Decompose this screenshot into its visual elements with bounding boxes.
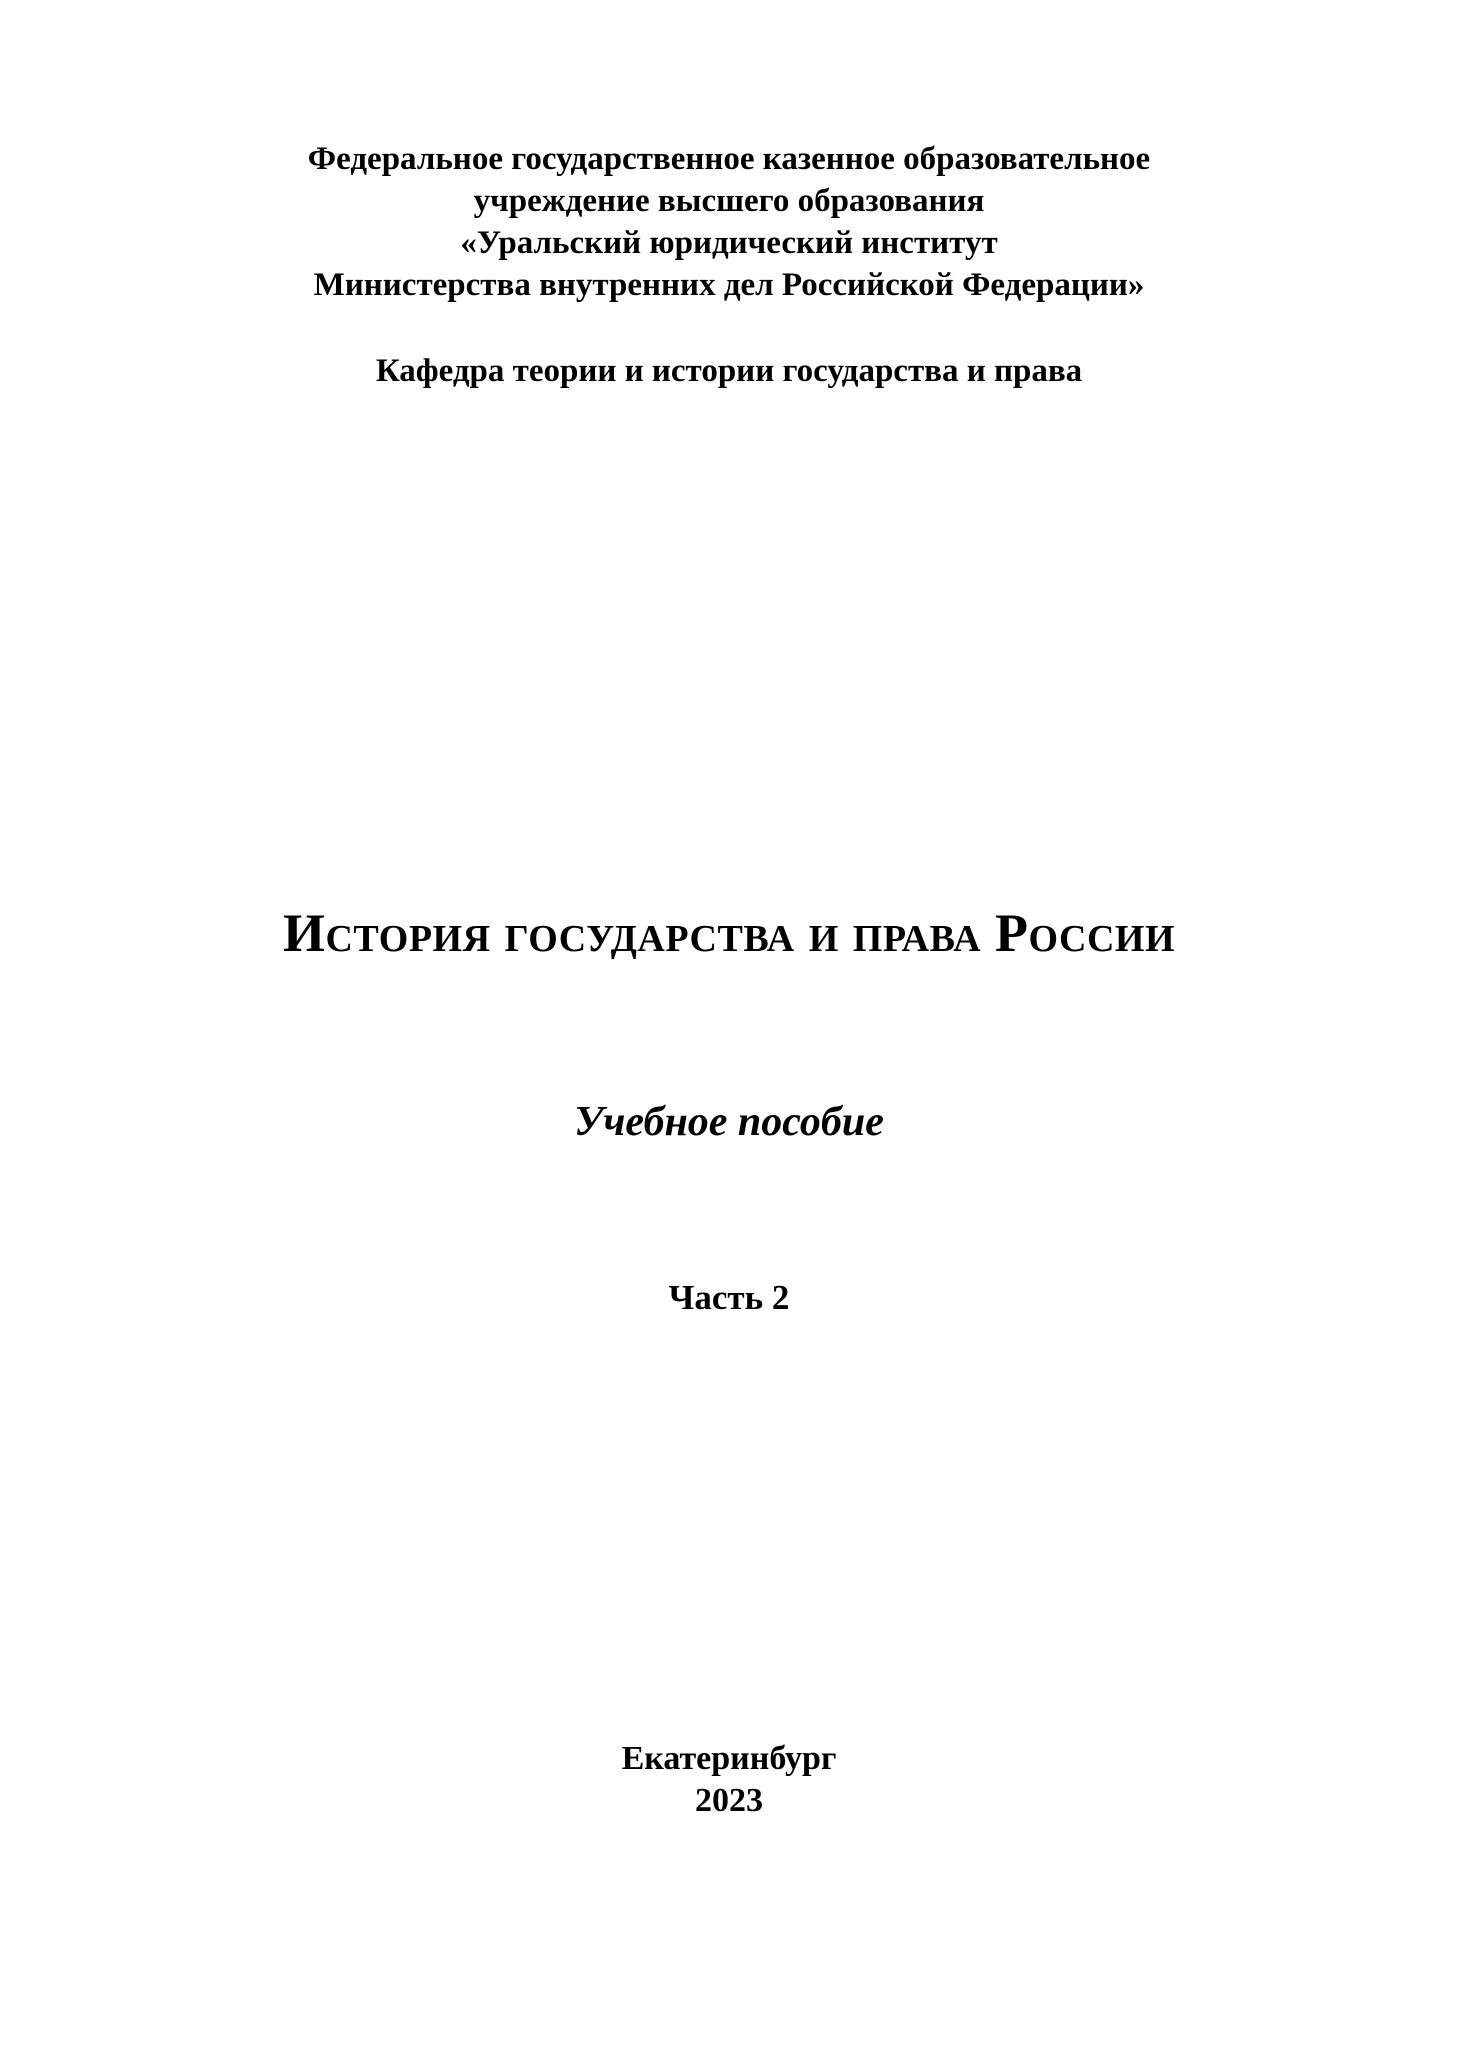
institution-line: «Уральский юридический институт [460, 225, 998, 261]
book-title: История государства и права России [282, 903, 1176, 963]
part-number: Часть 2 [668, 1278, 790, 1317]
institution-line: учреждение высшего образования [473, 183, 985, 219]
imprint [0, 1738, 1458, 1822]
institution-line: Федеральное государственное казенное образовательное [307, 141, 1151, 177]
institution-name [0, 138, 1458, 306]
department-name: Кафедра теории и истории государства и права [375, 353, 1083, 389]
imprint-year: 2023 [695, 1782, 763, 1819]
institution-line: Министерства внутренних дел Российской Федерации» [313, 267, 1145, 303]
imprint-city: Екатеринбург [621, 1740, 837, 1777]
book-type: Учебное пособие [574, 1099, 884, 1145]
